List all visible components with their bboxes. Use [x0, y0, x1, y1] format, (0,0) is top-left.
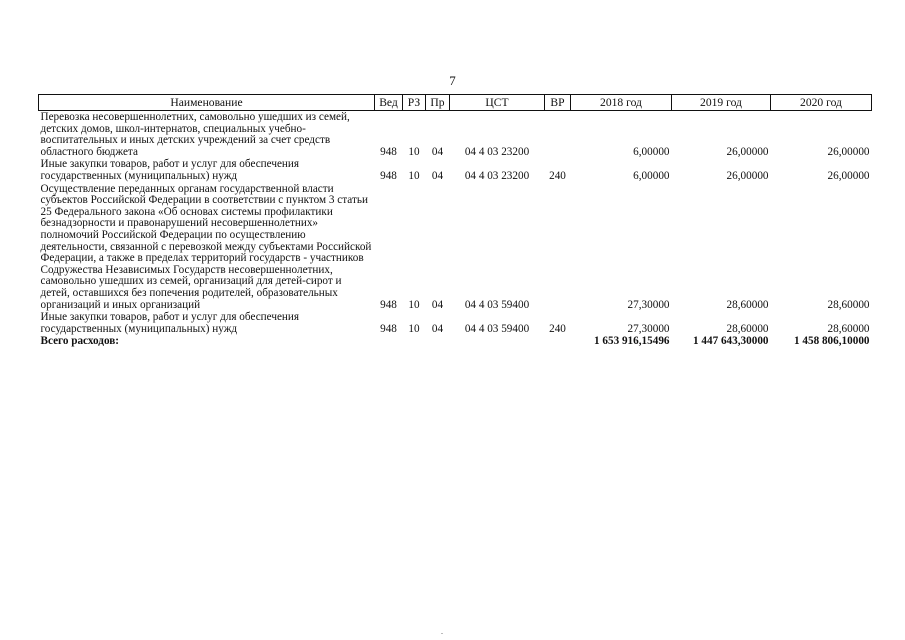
total-2019: 1 447 643,30000 — [692, 335, 769, 348]
table-header-row — [39, 95, 872, 111]
row-rz: 10 — [408, 169, 420, 182]
row-2018: 27,30000 — [627, 322, 670, 335]
row-rz: 10 — [408, 322, 420, 335]
col-header-2018: 2018 год — [571, 95, 672, 111]
row-2020: 26,00000 — [827, 145, 870, 158]
budget-table — [38, 94, 872, 348]
row-2020: 26,00000 — [827, 169, 870, 182]
table-row — [39, 311, 872, 335]
row-name: Иные закупки товаров, работ и услуг для обеспечения государственных (муниципальных) нужд — [40, 158, 300, 182]
row-2019: 28,60000 — [726, 298, 769, 311]
row-vr — [545, 183, 571, 312]
row-name: Осуществление переданных органам государственной власти субъектов Российской Федерации в соответствии с пунктом 3 статьи 25 Федерального закона «Об основах системы профилактики безнадзорности и правонарушений несовершеннолетних» полномочий Российской Федерации по осуществлению деятельности, связанной с перевозкой между субъектами Российской Федерации, а также в пределах территорий государств - участников Содружества Независимых Государств несовершеннолетних, самовольно ушедших из семей, организаций для детей-сирот и детей, оставшихся без попечения родителей, образовательных организаций и иных организаций — [40, 182, 372, 311]
total-2020: 1 458 806,10000 — [793, 335, 870, 348]
row-rz: 10 — [408, 145, 420, 158]
row-2019: 26,00000 — [726, 169, 769, 182]
row-ved: 948 — [380, 169, 397, 182]
row-name: Перевозка несовершеннолетних, самовольно ушедших из семей, детских домов, школ-интернатов, специальных учебно-воспитательных и иных детских учреждений за счет средств областного бюджета — [40, 111, 350, 158]
row-2020: 28,60000 — [827, 298, 870, 311]
col-header-2020: 2020 год — [771, 95, 872, 111]
page-number: 7 — [449, 73, 456, 88]
row-2018: 6,00000 — [633, 145, 670, 158]
row-cst: 04 4 03 59400 — [464, 298, 530, 311]
row-pr: 04 — [431, 322, 444, 335]
row-ved: 948 — [380, 298, 397, 311]
col-header-ved: Вед — [375, 95, 403, 111]
row-2019: 28,60000 — [726, 322, 769, 335]
row-2020: 28,60000 — [827, 322, 870, 335]
col-header-pr: Пр — [426, 95, 450, 111]
row-2018: 6,00000 — [633, 169, 670, 182]
row-vr: 240 — [549, 169, 566, 182]
scan-speck — [441, 633, 443, 634]
table-row — [39, 183, 872, 312]
row-ved: 948 — [380, 322, 397, 335]
row-pr: 04 — [431, 169, 444, 182]
row-cst: 04 4 03 23200 — [464, 169, 530, 182]
col-header-2019: 2019 год — [672, 95, 771, 111]
row-rz: 10 — [408, 298, 420, 311]
total-label: Всего расходов: — [40, 335, 120, 348]
col-header-cst: ЦСТ — [450, 95, 545, 111]
row-2018: 27,30000 — [627, 298, 670, 311]
row-cst: 04 4 03 59400 — [464, 322, 530, 335]
col-header-vr: ВР — [545, 95, 571, 111]
col-header-rz: РЗ — [403, 95, 426, 111]
row-2019: 26,00000 — [726, 145, 769, 158]
row-name: Иные закупки товаров, работ и услуг для обеспечения государственных (муниципальных) нужд — [40, 311, 300, 335]
table-row — [39, 111, 872, 159]
row-pr: 04 — [431, 298, 444, 311]
row-vr: 240 — [549, 322, 566, 335]
row-cst: 04 4 03 23200 — [464, 145, 530, 158]
total-2018: 1 653 916,15496 — [593, 335, 670, 348]
col-header-name: Наименование — [39, 95, 375, 111]
row-vr — [545, 111, 571, 159]
row-ved: 948 — [380, 145, 397, 158]
row-pr: 04 — [431, 145, 444, 158]
total-row — [39, 335, 872, 348]
table-row — [39, 158, 872, 182]
